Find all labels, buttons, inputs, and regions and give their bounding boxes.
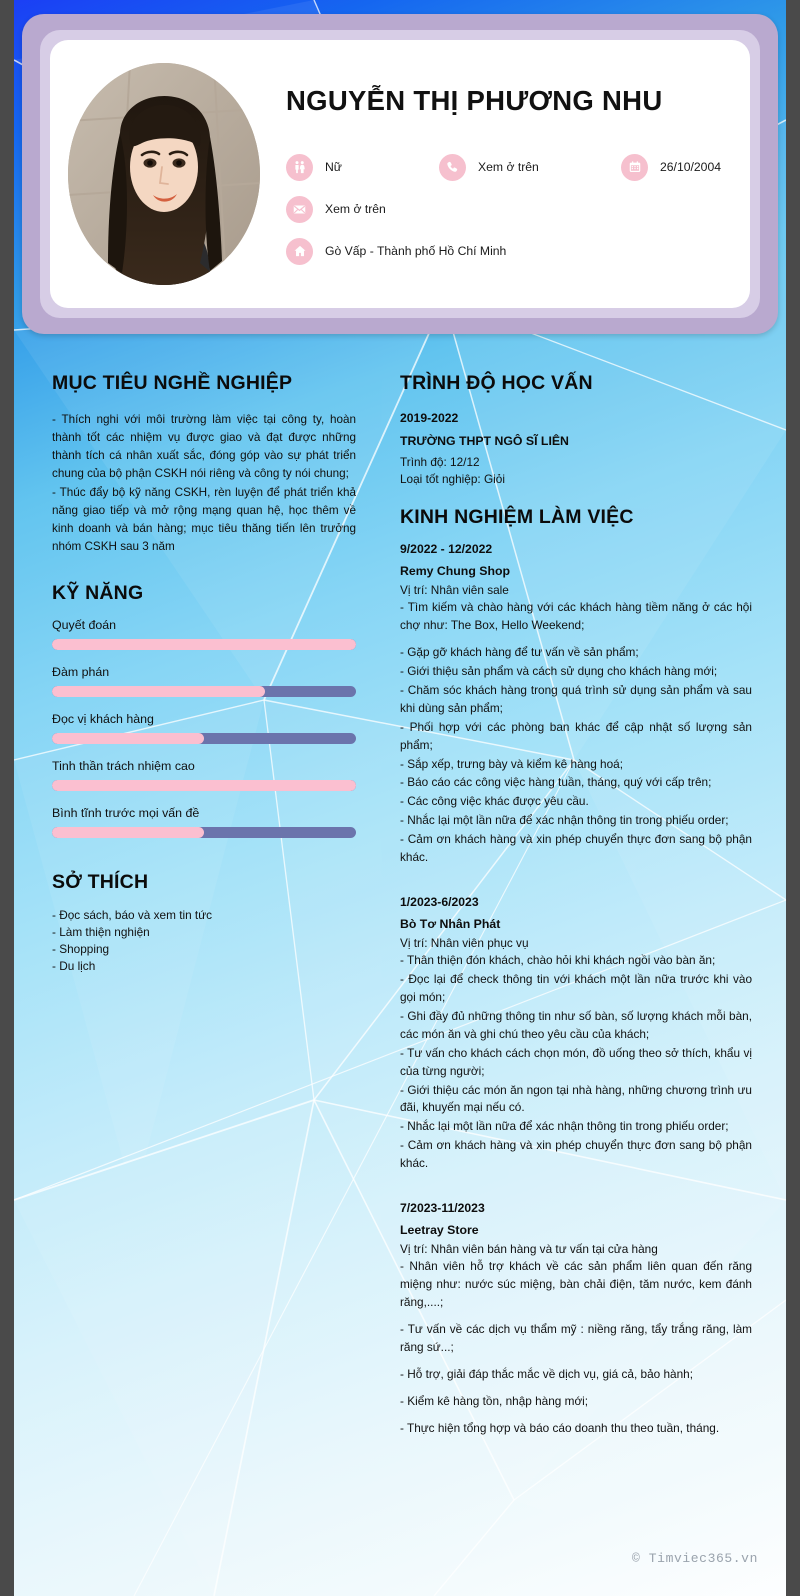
- calendar-icon: [621, 154, 648, 181]
- job-bullet: - Giới thiệu các món ăn ngon tại nhà hàng, những chương trình ưu đãi, khuyến mại nếu có.: [400, 1082, 752, 1115]
- profile-header-inner: [40, 30, 760, 318]
- left-rail: [0, 0, 14, 1596]
- job-date: 1/2023-6/2023: [400, 895, 479, 910]
- skill-bar: [52, 686, 356, 697]
- section-title-skills: KỸ NĂNG: [52, 582, 144, 604]
- education-date: 2019-2022: [400, 411, 459, 425]
- skill-item: [52, 618, 356, 650]
- avatar-photo: [68, 63, 260, 285]
- section-title-education: TRÌNH ĐỘ HỌC VẤN: [400, 372, 593, 394]
- job-role: Vị trí: Nhân viên sale: [400, 583, 509, 598]
- job-bullet: - Kiểm kê hàng tồn, nhập hàng mới;: [400, 1393, 589, 1408]
- skill-bar-fill: [52, 639, 356, 650]
- contact-row-2: [286, 196, 728, 223]
- skill-label: Đọc vị khách hàng: [52, 712, 154, 726]
- skill-label: Tinh thần trách nhiệm cao: [52, 759, 195, 773]
- section-title-hobbies: SỞ THÍCH: [52, 871, 149, 893]
- contact-email: [286, 196, 386, 223]
- watermark: © Timviec365.vn: [631, 1551, 758, 1566]
- job-bullet: - Nhắc lại một lần nữa để xác nhận thông tin trong phiếu order;: [400, 1119, 729, 1134]
- job-bullet: - Cảm ơn khách hàng và xin phép chuyển thực đơn sang bộ phận khác.: [400, 1138, 752, 1171]
- envelope-icon: [286, 196, 313, 223]
- contact-row-3: [286, 238, 728, 265]
- job-bullet: - Cảm ơn khách hàng và xin phép chuyển thực đơn sang bộ phận khác.: [400, 832, 752, 865]
- avatar: [68, 63, 260, 285]
- job-bullet: - Thân thiện đón khách, chào hỏi khi khách ngồi vào bàn ăn;: [400, 953, 716, 968]
- contact-address: [286, 238, 506, 265]
- job-bullet: - Nhân viên hỗ trợ khách về các sản phẩm liên quan đến răng miệng như: nước súc miệng, bàn chải điện, tăm nước, kem đánh răng,....;: [400, 1259, 752, 1309]
- job-bullet: - Hỗ trợ, giải đáp thắc mắc về dịch vụ, giá cả, bảo hành;: [400, 1366, 693, 1381]
- contact-row-1: [286, 154, 728, 181]
- experience-item: [400, 542, 752, 867]
- job-bullet: - Tìm kiếm và chào hàng với các khách hàng tiềm năng ở các hội chợ như: The Box, Hello Weekend;: [400, 600, 752, 633]
- skill-label: Đàm phán: [52, 665, 110, 679]
- skill-item: [52, 712, 356, 744]
- job-date: 7/2023-11/2023: [400, 1201, 485, 1216]
- profile-header-card: [50, 40, 750, 308]
- job-bullet: - Chăm sóc khách hàng trong quá trình sử dụng sản phẩm và sau khi dùng sản phẩm;: [400, 682, 752, 715]
- gender-icon: [286, 154, 313, 181]
- skill-bar: [52, 639, 356, 650]
- education-grade: Loại tốt nghiệp: Giỏi: [400, 472, 505, 487]
- experience-item: [400, 895, 752, 1173]
- page-title: NGUYỄN THỊ PHƯƠNG NHU: [286, 85, 663, 117]
- contact-birthday-value: 26/10/2004: [660, 160, 721, 175]
- contact-phone: [439, 154, 621, 181]
- contact-gender: [286, 154, 439, 181]
- job-role: Vị trí: Nhân viên bán hàng và tư vấn tại cửa hàng: [400, 1242, 658, 1257]
- contact-gender-value: Nữ: [325, 160, 342, 175]
- right-column: [386, 358, 786, 1439]
- job-bullet: - Phối hợp với các phòng ban khác để cập nhật số lượng sản phẩm;: [400, 719, 752, 752]
- skill-bar: [52, 827, 356, 838]
- objective-paragraph-1: - Thích nghi với môi trường làm việc tại công ty, hoàn thành tốt các nhiệm vụ được giao và đạt được những thành tích cá nhân xuất sắc, đóng góp vào sự phát triển chung của bộ phận CSKH nói riêng và công ty nói chung;: [52, 413, 356, 481]
- skill-label: Quyết đoán: [52, 618, 117, 632]
- right-rail: [786, 0, 800, 1596]
- hobby-item: - Du lịch: [52, 959, 96, 974]
- job-bullet: - Các công việc khác được yêu cầu.: [400, 794, 589, 809]
- education-school: TRƯỜNG THPT NGÔ SĨ LIÊN: [400, 434, 569, 448]
- job-bullet: - Sắp xếp, trưng bày và kiểm kê hàng hoá;: [400, 756, 623, 771]
- hobby-item: - Shopping: [52, 942, 110, 957]
- contact-address-value: Gò Vấp - Thành phố Hồ Chí Minh: [325, 244, 507, 259]
- job-bullet: - Giới thiệu sản phẩm và cách sử dụng cho khách hàng mới;: [400, 663, 718, 678]
- hobby-item: - Đọc sách, báo và xem tin tức: [52, 908, 213, 922]
- home-icon: [286, 238, 313, 265]
- skill-item: [52, 806, 356, 838]
- contact-phone-value: Xem ở trên: [478, 160, 539, 175]
- skill-bar-fill: [52, 733, 204, 744]
- skill-bar-fill: [52, 780, 356, 791]
- job-bullet: - Gặp gỡ khách hàng để tư vấn về sản phẩm;: [400, 645, 639, 660]
- job-company: Leetray Store: [400, 1223, 479, 1238]
- skill-item: [52, 759, 356, 791]
- profile-header-frame: [22, 14, 778, 334]
- job-role: Vị trí: Nhân viên phục vụ: [400, 936, 529, 951]
- section-title-experience: KINH NGHIỆM LÀM VIỆC: [400, 506, 634, 529]
- job-date: 9/2022 - 12/2022: [400, 542, 493, 557]
- skill-bar: [52, 780, 356, 791]
- left-column: [14, 358, 386, 1439]
- skill-bar-fill: [52, 686, 265, 697]
- job-company: Remy Chung Shop: [400, 564, 510, 579]
- phone-icon: [439, 154, 466, 181]
- skill-bar: [52, 733, 356, 744]
- contact-grid: [286, 154, 728, 265]
- profile-details: [260, 40, 750, 308]
- contact-birthday: [621, 154, 721, 181]
- objective-paragraph-2: - Thúc đẩy bộ kỹ năng CSKH, rèn luyện để phát triển khả năng giao tiếp và mở rộng mạng quan hệ, học thêm về kinh doanh và bán hàng; mục tiêu thăng tiến lên trưởng nhóm CSKH sau 3 năm: [52, 485, 356, 553]
- content-columns: [14, 358, 786, 1439]
- job-bullet: - Thực hiện tổng hợp và báo cáo doanh thu theo tuần, tháng.: [400, 1420, 720, 1435]
- section-title-objective: MỤC TIÊU NGHỀ NGHIỆP: [52, 372, 293, 394]
- skill-item: [52, 665, 356, 697]
- experience-item: [400, 1201, 752, 1437]
- education-level: Trình độ: 12/12: [400, 455, 480, 469]
- contact-email-value: Xem ở trên: [325, 202, 386, 217]
- job-bullet: - Tư vấn về các dịch vụ thẩm mỹ : niềng răng, tẩy trắng răng, làm răng sứ...;: [400, 1321, 752, 1354]
- skill-bar-fill: [52, 827, 204, 838]
- hobby-item: - Làm thiện nghiện: [52, 925, 150, 940]
- skill-label: Bình tĩnh trước mọi vấn đề: [52, 806, 200, 820]
- job-bullet: - Báo cáo các công việc hàng tuần, tháng, quý với cấp trên;: [400, 775, 712, 790]
- job-bullet: - Ghi đầy đủ những thông tin như số bàn, số lượng khách mỗi bàn, các món ăn và ghi chú theo yêu cầu của khách;: [400, 1008, 752, 1041]
- job-bullet: - Đọc lại để check thông tin với khách một lần nữa trước khi vào gọi món;: [400, 972, 752, 1004]
- job-bullet: - Tư vấn cho khách cách chọn món, đồ uống theo sở thích, khẩu vị của từng người;: [400, 1045, 752, 1078]
- job-company: Bò Tơ Nhân Phát: [400, 917, 501, 932]
- job-bullet: - Nhắc lại một lần nữa để xác nhận thông tin trong phiếu order;: [400, 813, 729, 828]
